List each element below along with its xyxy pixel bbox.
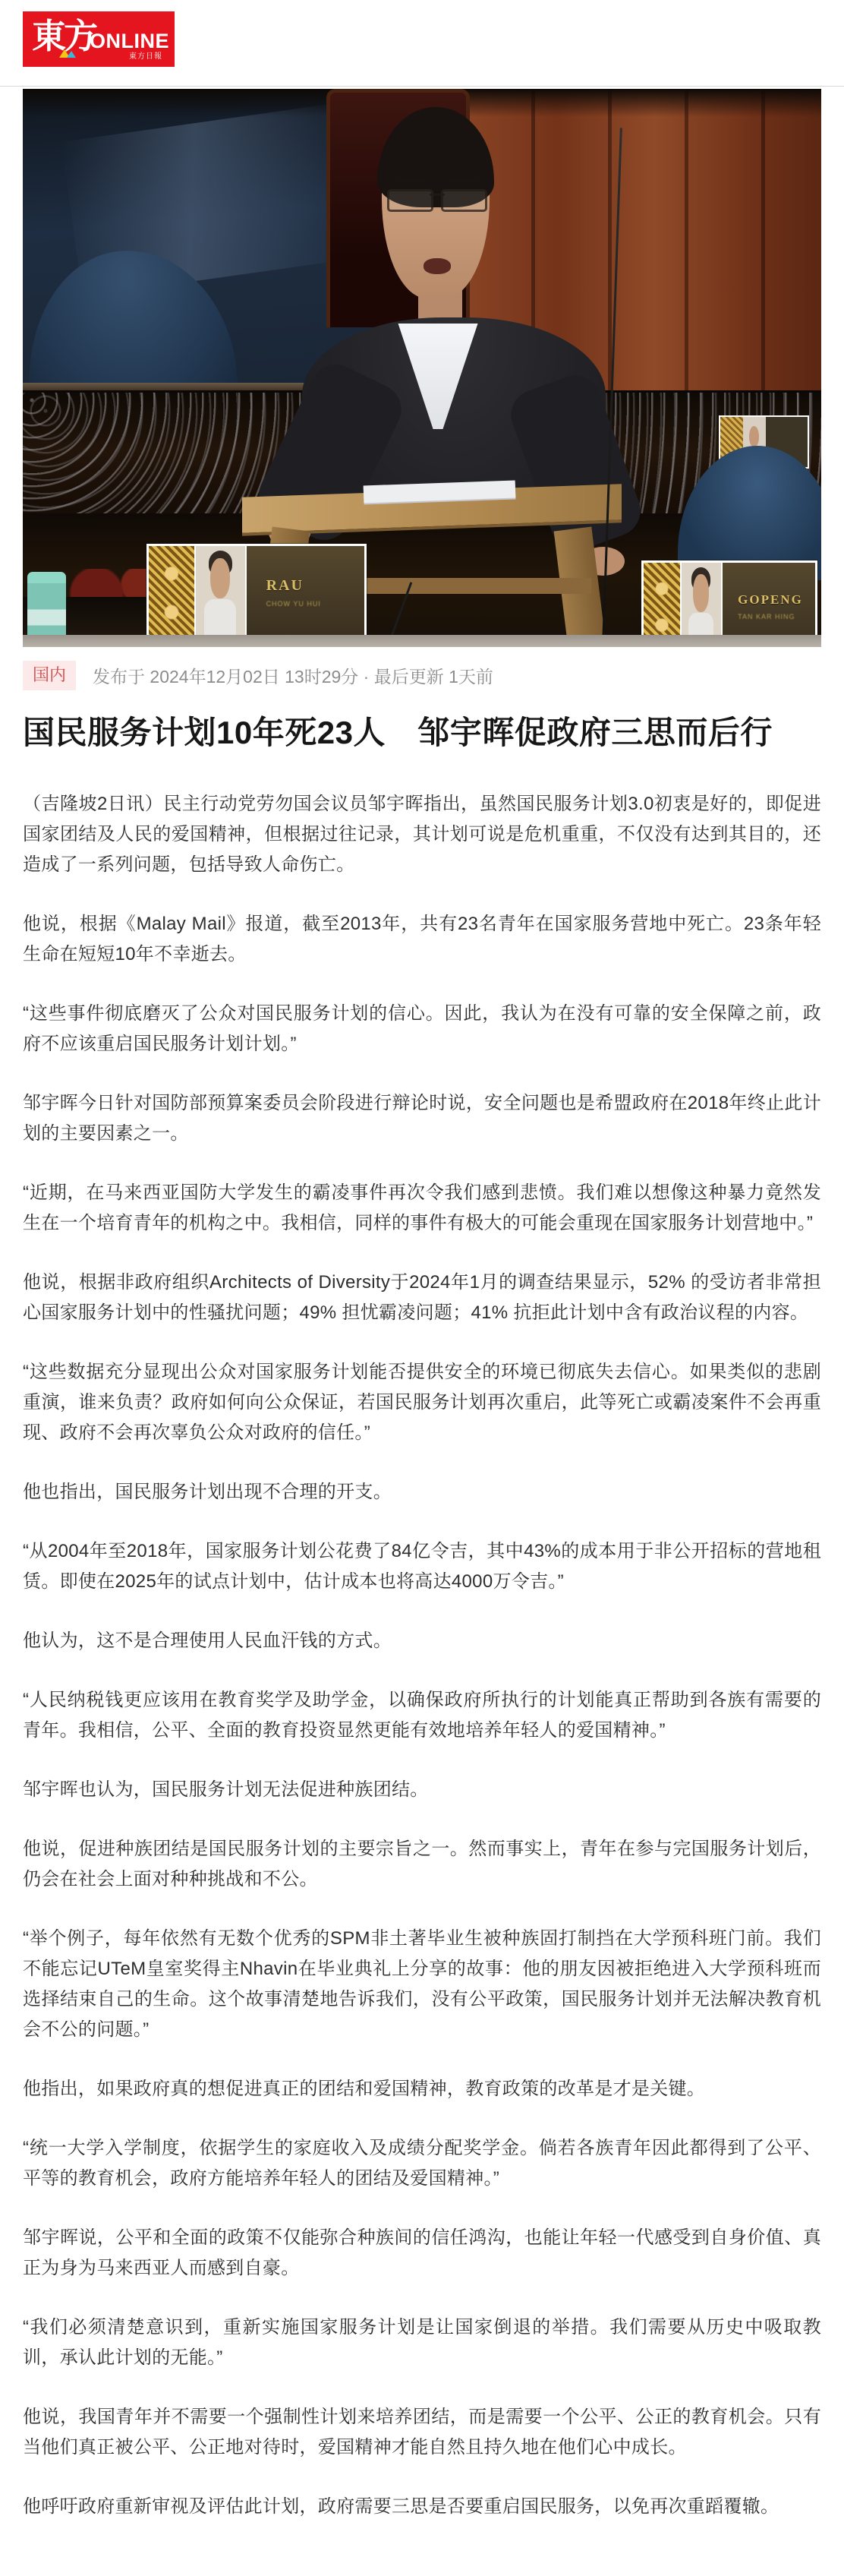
article-paragraph: 邹宇晖说，公平和全面的政策不仅能弥合种族间的信任鸿沟，也能让年轻一代感受到自身价值、真正为身为马来西亚人而感到自豪。 (23, 2227, 821, 2279)
nameplate-left-ornament (149, 546, 196, 638)
article-paragraph: “人民纳税钱更应该用在教育奖学及助学金，以确保政府所执行的计划能真正帮助到各族有需要的青年。我相信，公平、全面的教育投资显然更能有效地培养年轻人的爱国精神。” (23, 1690, 821, 1741)
article-paragraph: “近期，在马来西亚国防大学发生的霸凌事件再次令我们感到悲愤。我们难以想像这种暴力竟然发生在一个培育青年的机构之中。我相信，同样的事件有极大的可能会重现在国家服务计划营地中。” (23, 1182, 821, 1234)
header-divider (0, 86, 844, 87)
nameplate-left-portrait (196, 546, 247, 638)
article-photo (23, 89, 821, 647)
mp-eyebrow-right (448, 181, 478, 183)
article-paragraph: 他说，根据《Malay Mail》报道，截至2013年，共有23名青年在国家服务营地中死亡。23条年轻生命在短短10年不幸逝去。 (23, 914, 821, 965)
portrait-shirt (204, 599, 236, 638)
article-paragraph: 他说，我国青年并不需要一个强制性计划来培养团结，而是需要一个公平、公正的教育机会。只有当他们真正被公平、公正地对待时，爱国精神才能自然且持久地在他们心中成长。 (23, 2407, 821, 2458)
portrait-face (210, 558, 230, 598)
nameplate-left-panel (247, 546, 364, 638)
article-paragraph: 他指出，如果政府真的想促进真正的团结和爱国精神，教育政策的改革是才是关键。 (23, 2079, 706, 2100)
nameplate-left-subtitle: CHOW YU HUI (266, 599, 321, 608)
nameplate-left (146, 544, 367, 640)
article-paragraph: 他说，根据非政府组织Architects of Diversity于2024年1月的调查结果显示，52% 的受访者非常担心国家服务计划中的性骚扰问题；49% 担忧霸凌问题；41% 抗拒此计划中含有政治议程的内容。 (23, 1272, 821, 1324)
logo-subtitle-text: 東方日報 (129, 52, 162, 61)
nameplate-left-title: RAU (266, 576, 304, 594)
photo-water-bottle (27, 572, 65, 645)
nameplate-right-subtitle: TAN KAR HING (738, 612, 795, 620)
article-meta (23, 661, 821, 690)
photo-bottom-strip (23, 635, 821, 647)
site-header (0, 0, 844, 86)
article-paragraph: （吉隆坡2日讯）民主行动党劳勿国会议员邹宇晖指出，虽然国民服务计划3.0初衷是好的，即促进国家团结及人民的爱国精神，但根据过往记录，其计划可说是危机重重，不仅没有达到其目的，还造成了一系列问题，包括导致人命伤亡。 (23, 794, 821, 876)
article-paragraph: 他呼吁政府重新审视及评估此计划，政府需要三思是否要重启国民服务，以免再次重蹈覆辙。 (23, 2496, 779, 2518)
mp-mouth (424, 258, 451, 274)
glasses-lens-left (387, 189, 433, 212)
article-body (23, 789, 821, 2522)
article-paragraph: “这些数据充分显现出公众对国家服务计划能否提供安全的环境已彻底失去信心。如果类似的悲剧重演，谁来负责？政府如何向公众保证，若国民服务计划再次重启，此等死亡或霸凌案件不会再重现、政府不会再次辜负公众对政府的信任。” (23, 1362, 821, 1444)
article-paragraph: “我们必须清楚意识到，重新实施国家服务计划是让国家倒退的举措。我们需要从历史中吸取教训，承认此计划的无能。” (23, 2317, 821, 2369)
nameplate-right-title: GOPENG (738, 592, 803, 607)
article-paragraph: 邹宇晖也认为，国民服务计划无法促进种族团结。 (23, 1779, 429, 1801)
logo-cn-text: 東方 (32, 17, 96, 55)
portrait-face (693, 574, 709, 612)
article-headline: 国民服务计划10年死23人 邹宇晖促政府三思而后行 (23, 714, 773, 750)
glasses-bridge (430, 194, 444, 196)
article-paragraph: “举个例子，每年依然有无数个优秀的SPM非土著毕业生被种族固打制挡在大学预科班门前。我们不能忘记UTeM皇室奖得主Nhavin在毕业典礼上分享的故事：他的朋友因被拒绝进入大学预科班而选择结束自己的生命。这个故事清楚地告诉我们，没有公平政策，国民服务计划并无法解决教育机会不公的问题。” (23, 1928, 821, 2041)
article-paragraph: “从2004年至2018年，国家服务计划公花费了84亿令吉，其中43%的成本用于非公开招标的营地租赁。即使在2025年的试点计划中，估计成本也将高达4000万令吉。” (23, 1541, 821, 1593)
mp-glasses (386, 189, 490, 207)
logo-en-text: ONLINE (90, 30, 170, 52)
publish-date: 发布于 2024年12月02日 13时29分 · 最后更新 1天前 (93, 666, 493, 687)
article-paragraph: 他说，促进种族团结是国民服务计划的主要宗旨之一。然而事实上，青年在参与完国服务计划后，仍会在社会上面对种种挑战和不公。 (23, 1839, 821, 1890)
article-paragraph: “统一大学入学制度，依据学生的家庭收入及成绩分配奖学金。倘若各族青年因此都得到了公平、平等的教育机会，政府方能培养年轻人的团结及爱国精神。” (23, 2138, 821, 2189)
article-paragraph: 他也指出，国民服务计划出现不合理的开支。 (23, 1482, 392, 1503)
article-paragraph: 他认为，这不是合理使用人民血汗钱的方式。 (23, 1631, 392, 1652)
article-paragraph: “这些事件彻底磨灭了公众对国民服务计划的信心。因此，我认为在没有可靠的安全保障之前，政府不应该重启国民服务计划计划。” (23, 1003, 821, 1055)
small-portrait-face (749, 426, 759, 447)
glasses-lens-right (441, 189, 487, 212)
site-logo[interactable] (23, 11, 175, 67)
logo-triangle-cyan-icon (67, 51, 76, 58)
category-badge[interactable]: 国内 (23, 661, 76, 690)
article-paragraph: 邹宇晖今日针对国防部预算案委员会阶段进行辩论时说，安全问题也是希盟政府在2018年终止此计划的主要因素之一。 (23, 1093, 821, 1144)
mp-eyebrow-left (396, 181, 427, 183)
